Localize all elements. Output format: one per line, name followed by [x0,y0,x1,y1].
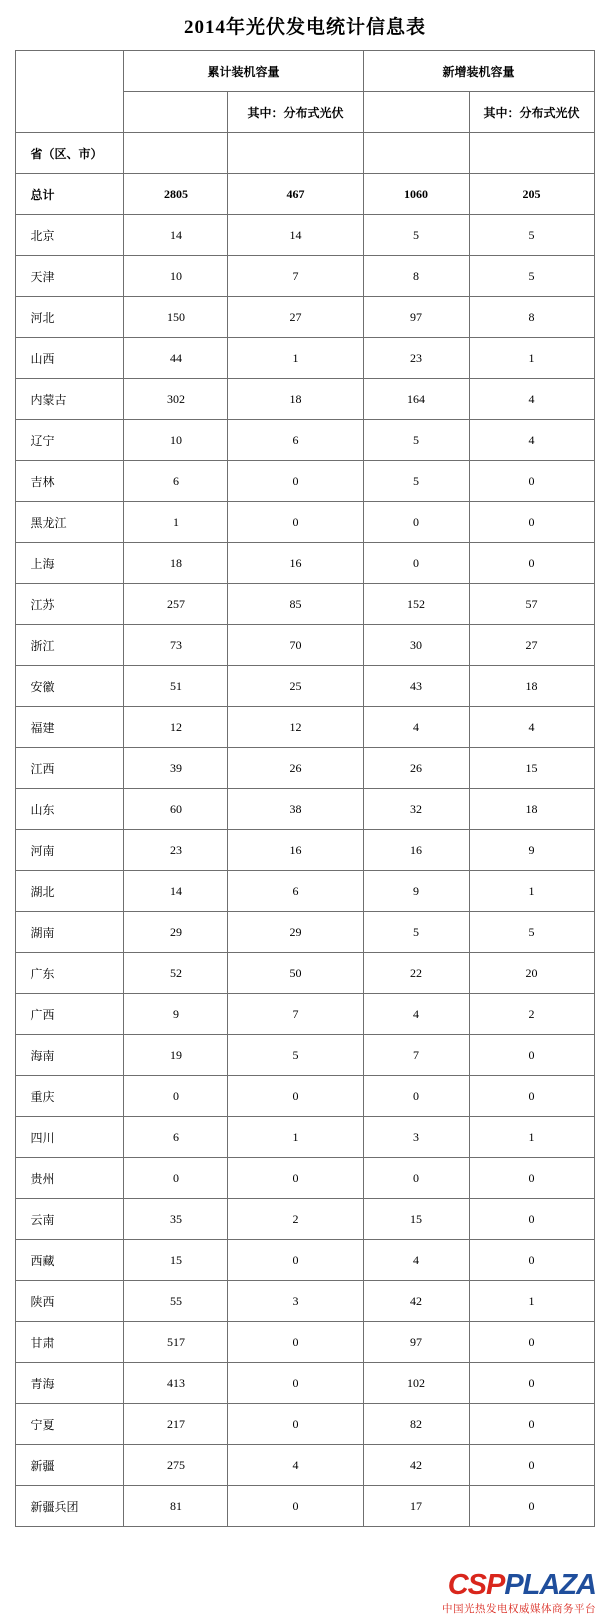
row-cumulative-total: 257 [124,584,228,625]
row-new-distributed: 0 [469,1158,594,1199]
row-new-distributed: 4 [469,379,594,420]
total-new-distributed: 205 [469,174,594,215]
header-spacer-4 [469,133,594,174]
row-cumulative-distributed: 38 [228,789,363,830]
row-cumulative-total: 14 [124,215,228,256]
table-row [16,707,594,748]
row-cumulative-total: 275 [124,1445,228,1486]
row-cumulative-distributed: 27 [228,297,363,338]
row-cumulative-total: 6 [124,461,228,502]
row-new-total: 0 [363,1076,469,1117]
row-cumulative-total: 0 [124,1076,228,1117]
row-new-distributed: 2 [469,994,594,1035]
row-new-total: 22 [363,953,469,994]
row-province-name: 辽宁 [16,420,124,461]
table-row [16,584,594,625]
row-province-name: 甘肃 [16,1322,124,1363]
row-cumulative-total: 60 [124,789,228,830]
row-new-total: 5 [363,420,469,461]
row-cumulative-total: 302 [124,379,228,420]
row-new-total: 102 [363,1363,469,1404]
row-new-distributed: 1 [469,338,594,379]
row-new-total: 152 [363,584,469,625]
row-new-total: 15 [363,1199,469,1240]
table-row [16,297,594,338]
row-new-total: 0 [363,502,469,543]
row-province-name: 广东 [16,953,124,994]
row-new-total: 4 [363,707,469,748]
row-cumulative-distributed: 16 [228,543,363,584]
table-row [16,502,594,543]
table-row [16,666,594,707]
header-new-group: 新增装机容量 [363,51,594,92]
header-province-label: 省（区、市） [16,133,124,174]
row-cumulative-distributed: 0 [228,1158,363,1199]
row-cumulative-distributed: 25 [228,666,363,707]
row-new-distributed: 5 [469,215,594,256]
row-cumulative-distributed: 16 [228,830,363,871]
row-new-total: 32 [363,789,469,830]
table-row [16,625,594,666]
row-cumulative-total: 9 [124,994,228,1035]
row-new-total: 5 [363,912,469,953]
row-cumulative-total: 23 [124,830,228,871]
table-row [16,1199,594,1240]
row-province-name: 云南 [16,1199,124,1240]
row-province-name: 新疆 [16,1445,124,1486]
row-cumulative-distributed: 6 [228,871,363,912]
row-cumulative-distributed: 12 [228,707,363,748]
row-cumulative-total: 52 [124,953,228,994]
row-new-distributed: 9 [469,830,594,871]
table-row-total [16,174,594,215]
row-cumulative-total: 10 [124,256,228,297]
row-new-total: 4 [363,1240,469,1281]
row-new-distributed: 1 [469,1281,594,1322]
header-new-distributed: 其中：分布式光伏 [469,92,594,133]
row-new-distributed: 1 [469,1117,594,1158]
row-province-name: 上海 [16,543,124,584]
table-body [16,174,594,1527]
header-cumulative-group: 累计装机容量 [124,51,363,92]
row-cumulative-distributed: 3 [228,1281,363,1322]
row-province-name: 山西 [16,338,124,379]
table-row [16,789,594,830]
row-new-distributed: 20 [469,953,594,994]
table-row [16,748,594,789]
row-cumulative-total: 29 [124,912,228,953]
table-row [16,830,594,871]
table-row [16,1240,594,1281]
row-cumulative-total: 6 [124,1117,228,1158]
row-province-name: 江苏 [16,584,124,625]
table-row [16,338,594,379]
row-cumulative-total: 413 [124,1363,228,1404]
row-new-total: 164 [363,379,469,420]
row-new-distributed: 5 [469,912,594,953]
row-province-name: 吉林 [16,461,124,502]
row-cumulative-distributed: 1 [228,338,363,379]
row-cumulative-distributed: 29 [228,912,363,953]
table-header [16,51,594,174]
row-province-name: 内蒙古 [16,379,124,420]
row-cumulative-distributed: 85 [228,584,363,625]
total-new-total: 1060 [363,174,469,215]
row-new-distributed: 0 [469,1486,594,1527]
row-cumulative-distributed: 26 [228,748,363,789]
row-province-name: 青海 [16,1363,124,1404]
row-province-name: 广西 [16,994,124,1035]
row-cumulative-distributed: 70 [228,625,363,666]
row-province-name: 宁夏 [16,1404,124,1445]
table-row [16,256,594,297]
row-new-distributed: 0 [469,543,594,584]
header-province-blank [16,51,124,133]
row-province-name: 四川 [16,1117,124,1158]
total-cumulative-total: 2805 [124,174,228,215]
page-title: 2014年光伏发电统计信息表 [183,17,426,38]
row-cumulative-distributed: 0 [228,1363,363,1404]
table-row [16,379,594,420]
row-cumulative-total: 1 [124,502,228,543]
table-row [16,1486,594,1527]
logo-csp-text: CSP [447,1568,505,1601]
row-cumulative-distributed: 0 [228,1240,363,1281]
table-row [16,912,594,953]
table-row [16,1117,594,1158]
table-row [16,215,594,256]
row-cumulative-total: 0 [124,1158,228,1199]
table-row [16,871,594,912]
row-new-distributed: 0 [469,502,594,543]
table-row [16,1281,594,1322]
row-cumulative-distributed: 0 [228,461,363,502]
row-new-distributed: 0 [469,1199,594,1240]
row-cumulative-distributed: 0 [228,1076,363,1117]
logo-wordmark [442,1568,596,1601]
row-new-distributed: 0 [469,1322,594,1363]
row-new-total: 4 [363,994,469,1035]
row-province-name: 海南 [16,1035,124,1076]
row-new-distributed: 57 [469,584,594,625]
row-cumulative-total: 18 [124,543,228,584]
header-cumulative-distributed: 其中：分布式光伏 [228,92,363,133]
row-province-name: 湖北 [16,871,124,912]
row-cumulative-total: 35 [124,1199,228,1240]
row-cumulative-distributed: 2 [228,1199,363,1240]
row-new-total: 30 [363,625,469,666]
row-new-total: 97 [363,1322,469,1363]
table-row [16,1363,594,1404]
row-new-distributed: 5 [469,256,594,297]
row-cumulative-distributed: 18 [228,379,363,420]
row-cumulative-distributed: 6 [228,420,363,461]
row-province-name: 江西 [16,748,124,789]
table-row [16,994,594,1035]
row-cumulative-total: 81 [124,1486,228,1527]
row-new-distributed: 0 [469,1035,594,1076]
row-province-name: 黑龙江 [16,502,124,543]
table-row [16,1035,594,1076]
row-cumulative-distributed: 7 [228,256,363,297]
row-new-distributed: 0 [469,1445,594,1486]
row-cumulative-distributed: 0 [228,1486,363,1527]
row-province-name: 天津 [16,256,124,297]
row-province-name: 河南 [16,830,124,871]
row-cumulative-distributed: 0 [228,502,363,543]
header-spacer-3 [363,133,469,174]
pv-statistics-table [15,50,594,1527]
row-new-total: 82 [363,1404,469,1445]
row-new-total: 17 [363,1486,469,1527]
logo-tagline: 中国光热发电权威媒体商务平台 [442,1602,596,1615]
row-cumulative-distributed: 4 [228,1445,363,1486]
table-row [16,461,594,502]
row-new-total: 42 [363,1445,469,1486]
site-logo [442,1568,596,1615]
row-cumulative-total: 44 [124,338,228,379]
total-cumulative-distributed: 467 [228,174,363,215]
row-new-total: 43 [363,666,469,707]
header-cumulative-total [124,92,228,133]
row-new-distributed: 15 [469,748,594,789]
row-new-distributed: 18 [469,789,594,830]
row-cumulative-distributed: 5 [228,1035,363,1076]
row-province-name: 福建 [16,707,124,748]
table-row [16,1322,594,1363]
row-cumulative-total: 12 [124,707,228,748]
row-cumulative-distributed: 7 [228,994,363,1035]
row-cumulative-total: 51 [124,666,228,707]
row-new-total: 8 [363,256,469,297]
table-row [16,1076,594,1117]
row-new-distributed: 4 [469,707,594,748]
row-cumulative-total: 19 [124,1035,228,1076]
row-new-distributed: 27 [469,625,594,666]
row-cumulative-total: 55 [124,1281,228,1322]
row-cumulative-total: 14 [124,871,228,912]
table-row [16,1404,594,1445]
row-new-total: 5 [363,461,469,502]
table-row [16,953,594,994]
total-label: 总计 [16,174,124,215]
row-cumulative-total: 73 [124,625,228,666]
row-new-distributed: 18 [469,666,594,707]
row-province-name: 浙江 [16,625,124,666]
row-cumulative-distributed: 50 [228,953,363,994]
row-new-distributed: 4 [469,420,594,461]
row-new-total: 0 [363,1158,469,1199]
row-new-total: 0 [363,543,469,584]
row-cumulative-total: 150 [124,297,228,338]
row-new-distributed: 0 [469,1363,594,1404]
row-new-distributed: 8 [469,297,594,338]
row-new-distributed: 1 [469,871,594,912]
row-new-total: 42 [363,1281,469,1322]
row-new-total: 26 [363,748,469,789]
row-province-name: 陕西 [16,1281,124,1322]
row-cumulative-total: 217 [124,1404,228,1445]
row-province-name: 湖南 [16,912,124,953]
row-province-name: 新疆兵团 [16,1486,124,1527]
row-province-name: 北京 [16,215,124,256]
table-row [16,1445,594,1486]
row-province-name: 重庆 [16,1076,124,1117]
header-spacer-2 [228,133,363,174]
row-cumulative-distributed: 0 [228,1404,363,1445]
row-new-total: 23 [363,338,469,379]
row-new-distributed: 0 [469,1076,594,1117]
row-new-distributed: 0 [469,461,594,502]
row-cumulative-total: 517 [124,1322,228,1363]
row-province-name: 西藏 [16,1240,124,1281]
row-new-total: 97 [363,297,469,338]
row-new-total: 5 [363,215,469,256]
row-province-name: 贵州 [16,1158,124,1199]
row-cumulative-total: 39 [124,748,228,789]
logo-plaza-text: PLAZA [504,1568,596,1601]
row-cumulative-distributed: 0 [228,1322,363,1363]
row-new-total: 3 [363,1117,469,1158]
table-row [16,1158,594,1199]
table-row [16,420,594,461]
row-new-distributed: 0 [469,1404,594,1445]
row-new-distributed: 0 [469,1240,594,1281]
row-new-total: 7 [363,1035,469,1076]
row-province-name: 安徽 [16,666,124,707]
row-cumulative-distributed: 1 [228,1117,363,1158]
row-cumulative-total: 10 [124,420,228,461]
header-new-total [363,92,469,133]
row-province-name: 河北 [16,297,124,338]
row-new-total: 9 [363,871,469,912]
row-new-total: 16 [363,830,469,871]
row-cumulative-total: 15 [124,1240,228,1281]
row-cumulative-distributed: 14 [228,215,363,256]
header-spacer-1 [124,133,228,174]
row-province-name: 山东 [16,789,124,830]
table-row [16,543,594,584]
